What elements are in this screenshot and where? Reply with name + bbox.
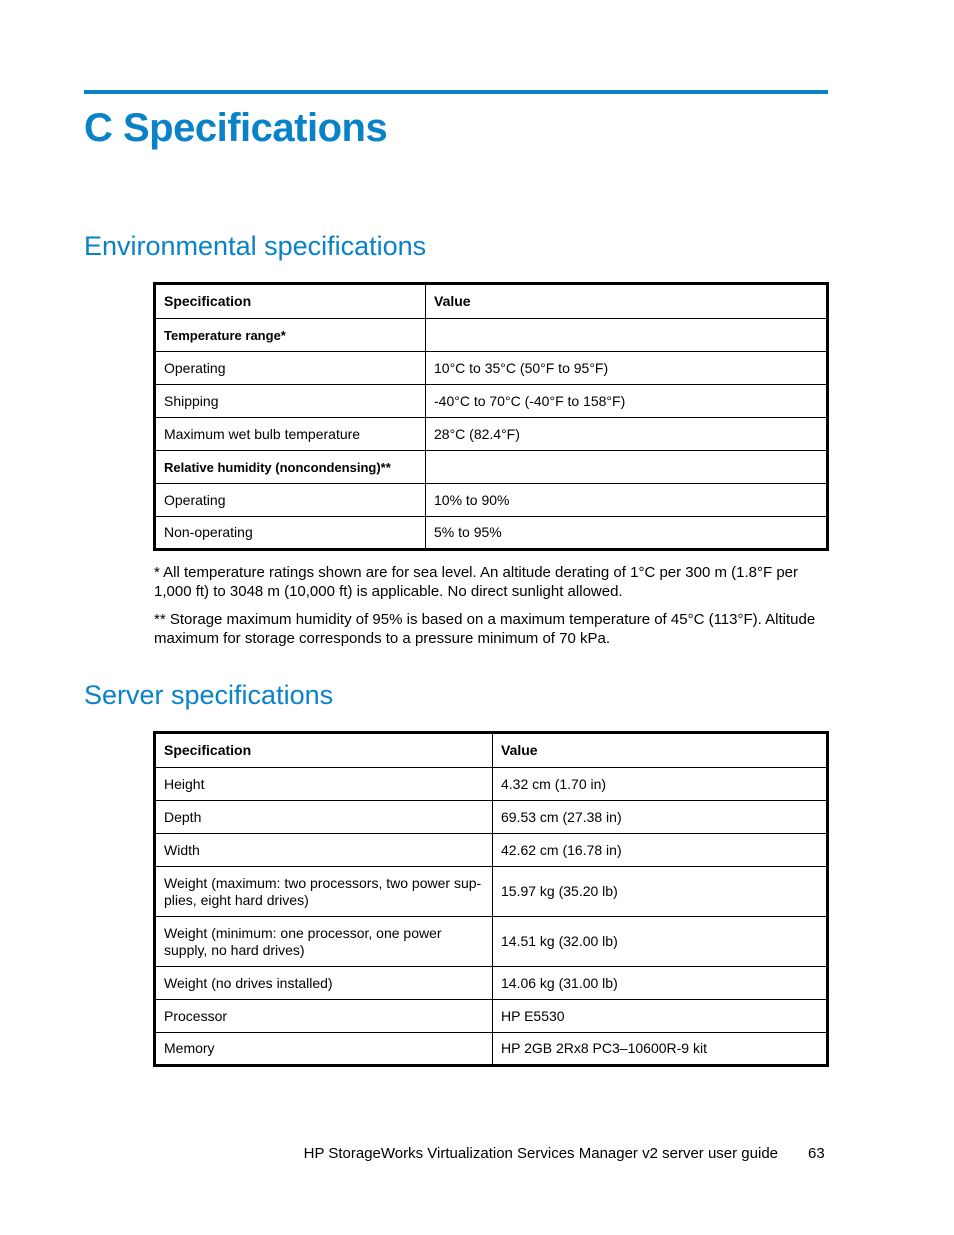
chapter-title: C Specifications (84, 106, 388, 150)
table-row (155, 834, 828, 867)
table-cell-spec: Temperature range* (155, 319, 426, 352)
table-cell-value: 10°C to 35°C (50°F to 95°F) (426, 352, 828, 385)
table-row (155, 517, 828, 550)
table-row (155, 385, 828, 418)
table-row (155, 1000, 828, 1033)
table-cell-spec: Maximum wet bulb temperature (155, 418, 426, 451)
table-cell-value: 15.97 kg (35.20 lb) (493, 867, 828, 917)
chapter-rule (84, 90, 828, 94)
table-cell-spec: Depth (155, 801, 493, 834)
table-cell-value: 10% to 90% (426, 484, 828, 517)
table-cell-value: 42.62 cm (16.78 in) (493, 834, 828, 867)
table-cell-spec: Weight (no drives installed) (155, 967, 493, 1000)
table-cell-value: 14.51 kg (32.00 lb) (493, 917, 828, 967)
table-header-row (155, 733, 828, 768)
table-row (155, 319, 828, 352)
table-row (155, 1033, 828, 1066)
table-cell-value: HP 2GB 2Rx8 PC3–10600R-9 kit (493, 1033, 828, 1066)
table-row (155, 352, 828, 385)
environmental-section-title: Environmental specifications (84, 231, 427, 261)
table-header-row (155, 284, 828, 319)
table-row (155, 967, 828, 1000)
table-cell-value (426, 451, 828, 484)
table-cell-spec: Shipping (155, 385, 426, 418)
table-cell-spec: Memory (155, 1033, 493, 1066)
table-cell-spec: Width (155, 834, 493, 867)
table-cell-spec: Operating (155, 484, 426, 517)
page-number: 63 (808, 1145, 825, 1162)
server-section-title: Server specifications (84, 680, 334, 710)
table-row (155, 801, 828, 834)
footnote-temperature: * All temperature ratings shown are for sea level. An altitude derating of 1°C per 300 m (1.8°F per 1,000 ft) to 3048 m (10,000 ft) is applicable. No direct sunlight allowed. (154, 564, 799, 600)
table-cell-value (426, 319, 828, 352)
table-row (155, 917, 828, 967)
table-cell-spec: Weight (maximum: two processors, two power sup-plies, eight hard drives) (155, 867, 493, 917)
table-cell-spec: Relative humidity (noncondensing)** (155, 451, 426, 484)
table-cell-value: 4.32 cm (1.70 in) (493, 768, 828, 801)
table-cell-value: 28°C (82.4°F) (426, 418, 828, 451)
table-cell-spec: Height (155, 768, 493, 801)
column-header: Specification (155, 733, 493, 768)
footer-guide-title: HP StorageWorks Virtualization Services Manager v2 server user guide (303, 1145, 778, 1162)
table-cell-value: 14.06 kg (31.00 lb) (493, 967, 828, 1000)
table-cell-spec: Weight (minimum: one processor, one power supply, no hard drives) (155, 917, 493, 967)
column-header: Value (493, 733, 828, 768)
table-row (155, 768, 828, 801)
table-row (155, 451, 828, 484)
table-cell-spec: Processor (155, 1000, 493, 1033)
table-cell-value: -40°C to 70°C (-40°F to 158°F) (426, 385, 828, 418)
environmental-spec-table (153, 282, 829, 551)
table-row (155, 867, 828, 917)
footnote-humidity: ** Storage maximum humidity of 95% is based on a maximum temperature of 45°C (113°F). Altitude maximum for storage corresponds to a pressure minimum of 70 kPa. (154, 611, 816, 647)
table-cell-value: 69.53 cm (27.38 in) (493, 801, 828, 834)
table-cell-value: 5% to 95% (426, 517, 828, 550)
table-cell-spec: Non-operating (155, 517, 426, 550)
table-row (155, 418, 828, 451)
column-header: Value (426, 284, 828, 319)
table-row (155, 484, 828, 517)
column-header: Specification (155, 284, 426, 319)
table-cell-spec: Operating (155, 352, 426, 385)
server-spec-table (153, 731, 829, 1067)
table-cell-value: HP E5530 (493, 1000, 828, 1033)
